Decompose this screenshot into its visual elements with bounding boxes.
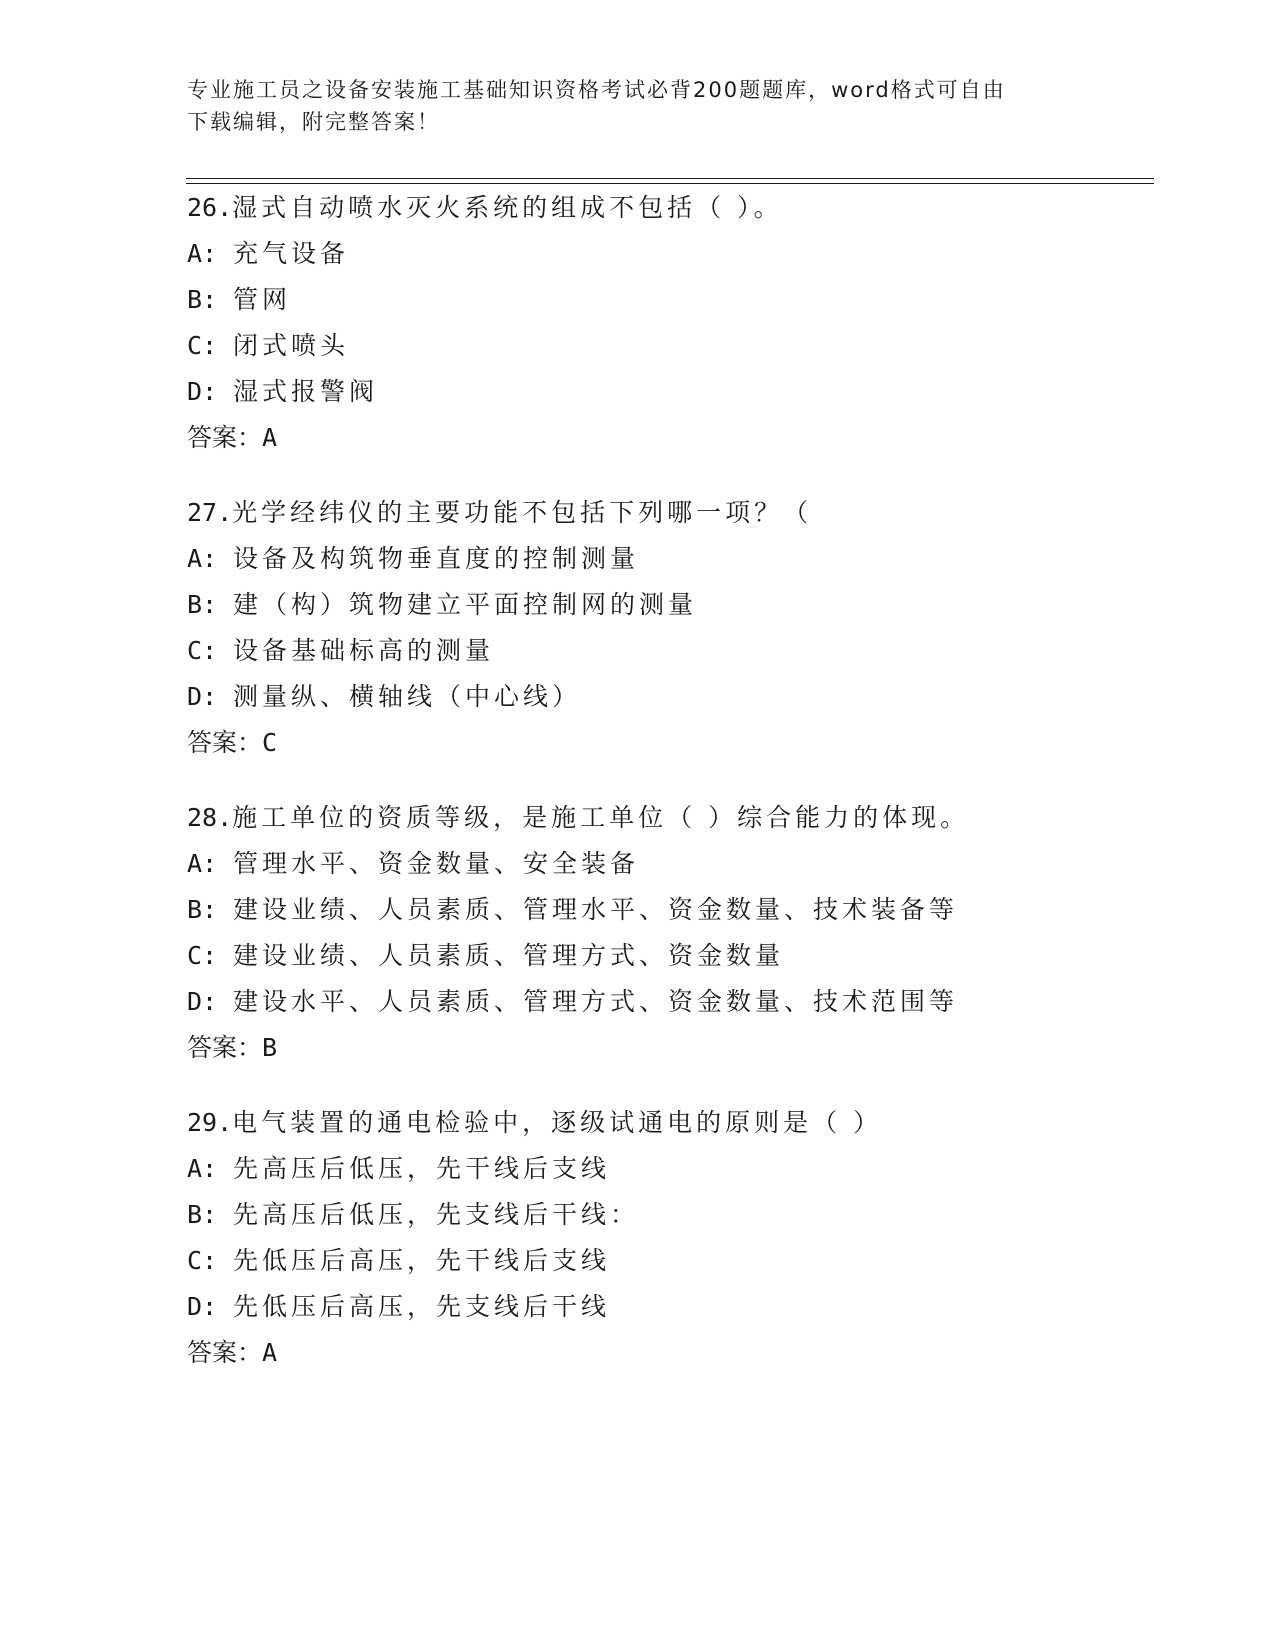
option-b: [187, 1192, 1187, 1238]
option-text: 湿式报警阀: [233, 377, 379, 406]
answer-value: C: [262, 728, 278, 757]
answer-value: A: [262, 1338, 278, 1367]
question-number: 29.: [187, 1108, 233, 1137]
answer: [187, 720, 1187, 766]
option-key: A:: [187, 544, 218, 573]
option-text: 设备基础标高的测量: [233, 636, 495, 665]
option-text: 设备及构筑物垂直度的控制测量: [233, 544, 640, 573]
question-stem: [187, 795, 1187, 841]
question-27: [187, 490, 1187, 766]
question-stem: [187, 185, 1187, 231]
option-text: 建（构）筑物建立平面控制网的测量: [233, 590, 698, 619]
answer: [187, 1025, 1187, 1071]
option-text: 测量纵、横轴线（中心线）: [233, 682, 582, 711]
option-text: 先高压后低压，先支线后干线：: [233, 1200, 640, 1229]
question-text: 光学经纬仪的主要功能不包括下列哪一项？（: [232, 498, 813, 527]
header-divider-bottom: [186, 183, 1154, 184]
option-d: [187, 369, 1187, 415]
option-key: B:: [187, 895, 218, 924]
option-c: [187, 628, 1187, 674]
option-text: 管网: [233, 285, 292, 314]
option-key: C:: [187, 331, 218, 360]
header-divider-top: [186, 178, 1154, 179]
answer-label: 答案：: [187, 1338, 263, 1367]
option-d: [187, 674, 1187, 720]
answer: [187, 1330, 1187, 1376]
question-number: 27.: [187, 498, 233, 527]
option-key: A:: [187, 239, 218, 268]
option-key: A:: [187, 1154, 218, 1183]
option-d: [187, 979, 1187, 1025]
option-text: 先高压后低压，先干线后支线: [233, 1154, 611, 1183]
option-d: [187, 1284, 1187, 1330]
question-28: [187, 795, 1187, 1071]
option-a: [187, 841, 1187, 887]
answer-label: 答案：: [187, 423, 263, 452]
document-header: [187, 74, 1087, 138]
option-key: B:: [187, 285, 218, 314]
option-key: A:: [187, 849, 218, 878]
option-key: C:: [187, 1246, 218, 1275]
option-key: B:: [187, 1200, 218, 1229]
question-stem: [187, 1100, 1187, 1146]
option-b: [187, 582, 1187, 628]
option-key: D:: [187, 682, 218, 711]
question-text: 施工单位的资质等级，是施工单位（ ）综合能力的体现。: [232, 803, 970, 832]
question-number: 28.: [187, 803, 233, 832]
option-key: C:: [187, 941, 218, 970]
answer-value: B: [262, 1033, 278, 1062]
header-line-1: 专业施工员之设备安装施工基础知识资格考试必背200题题库，word格式可自由: [187, 78, 1006, 102]
answer-label: 答案：: [187, 728, 263, 757]
option-key: D:: [187, 1292, 218, 1321]
option-key: D:: [187, 377, 218, 406]
option-c: [187, 1238, 1187, 1284]
option-text: 充气设备: [233, 239, 350, 268]
option-c: [187, 323, 1187, 369]
answer: [187, 415, 1187, 461]
option-text: 先低压后高压，先支线后干线: [233, 1292, 611, 1321]
option-key: B:: [187, 590, 218, 619]
option-text: 建设业绩、人员素质、管理方式、资金数量: [233, 941, 785, 970]
question-text: 湿式自动喷水灭火系统的组成不包括（ ）。: [232, 193, 783, 222]
option-text: 管理水平、资金数量、安全装备: [233, 849, 640, 878]
question-text: 电气装置的通电检验中，逐级试通电的原则是（ ）: [232, 1108, 883, 1137]
option-c: [187, 933, 1187, 979]
option-text: 先低压后高压，先干线后支线: [233, 1246, 611, 1275]
option-key: D:: [187, 987, 218, 1016]
option-a: [187, 231, 1187, 277]
option-text: 闭式喷头: [233, 331, 350, 360]
option-b: [187, 277, 1187, 323]
option-b: [187, 887, 1187, 933]
option-key: C:: [187, 636, 218, 665]
header-line-2: 下载编辑，附完整答案！: [187, 110, 440, 134]
option-a: [187, 536, 1187, 582]
option-a: [187, 1146, 1187, 1192]
question-26: [187, 185, 1187, 461]
question-stem: [187, 490, 1187, 536]
question-29: [187, 1100, 1187, 1376]
option-text: 建设水平、人员素质、管理方式、资金数量、技术范围等: [233, 987, 959, 1016]
answer-value: A: [262, 423, 278, 452]
answer-label: 答案：: [187, 1033, 263, 1062]
question-number: 26.: [187, 193, 233, 222]
option-text: 建设业绩、人员素质、管理水平、资金数量、技术装备等: [233, 895, 959, 924]
